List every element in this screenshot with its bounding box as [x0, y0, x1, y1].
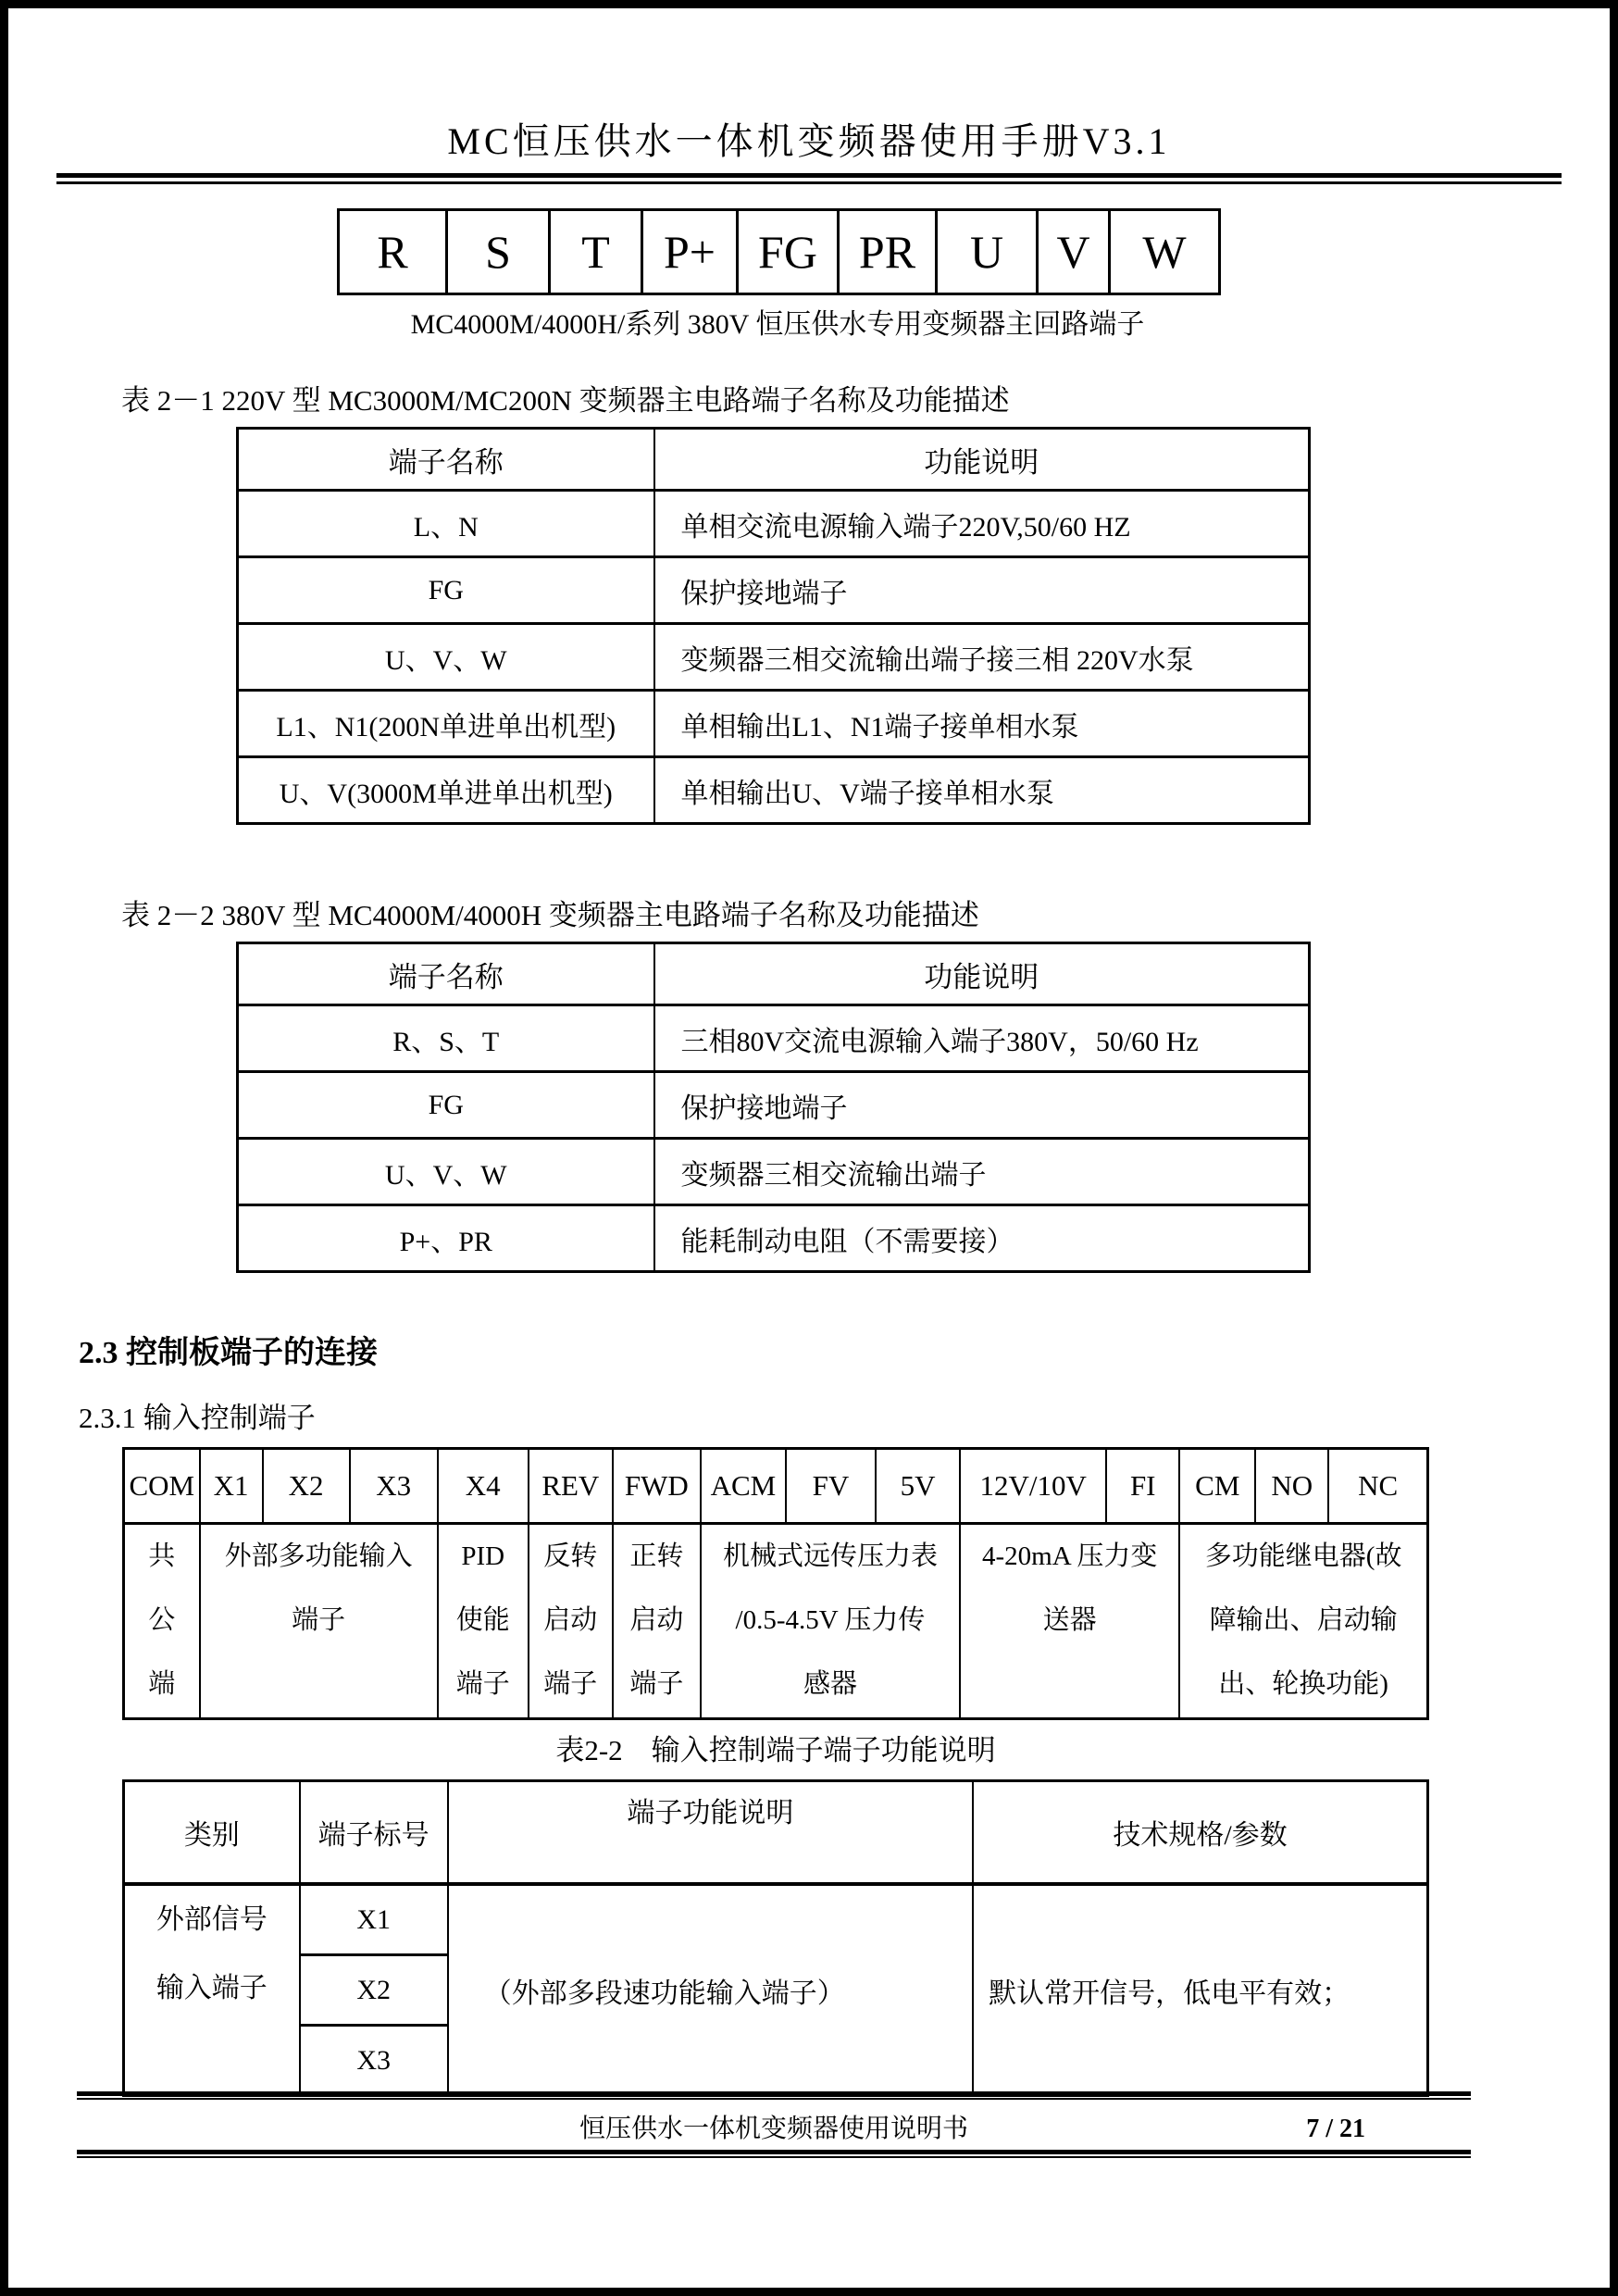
col-header-terminal-label: 端子标号 [300, 1781, 448, 1885]
function-cell: 单相交流电源输入端子220V,50/60 HZ [654, 491, 1310, 557]
function-cell: 单相输出L1、N1端子接单相水泵 [654, 691, 1310, 757]
ctrl-terminal-acm: ACM [701, 1449, 786, 1524]
function-cell: 三相80V交流电源输入端子380V，50/60 Hz [654, 1005, 1310, 1072]
desc-multifunction-relay: 多功能继电器(故 障输出、启动输 出、轮换功能) [1179, 1524, 1427, 1719]
terminal-cell-u: U [937, 210, 1038, 294]
terminal-name-cell: L1、N1(200N单进单出机型) [238, 691, 654, 757]
ctrl-terminal-5v: 5V [876, 1449, 960, 1524]
col-header-category: 类别 [124, 1781, 300, 1885]
ctrl-terminal-com: COM [124, 1449, 200, 1524]
ctrl-terminal-12v10v: 12V/10V [960, 1449, 1106, 1524]
doc-title: MC恒压供水一体机变频器使用手册V3.1 [447, 120, 1171, 162]
terminal-name-cell: FG [238, 557, 654, 624]
ctrl-terminal-x2: X2 [263, 1449, 350, 1524]
table-2-2-header-row [238, 943, 1310, 1005]
terminal-cell-r: R [339, 210, 447, 294]
terminal-label-x3: X3 [300, 2026, 448, 2096]
footer-text [77, 2113, 1471, 2146]
desc-pressure-gauge: 机械式远传压力表 /0.5-4.5V 压力传 感器 [701, 1524, 960, 1719]
col-header-terminal-name: 端子名称 [238, 429, 654, 491]
function-cell: 单相输出U、V端子接单相水泵 [654, 757, 1310, 824]
io-header-row [124, 1781, 1428, 1885]
terminal-cell-pr: PR [839, 210, 937, 294]
table-row [238, 1005, 1310, 1072]
function-cell: 保护接地端子 [654, 1072, 1310, 1139]
table-row [238, 1072, 1310, 1139]
page-number: 7 / 21 [1306, 2115, 1365, 2143]
header-rule [56, 173, 1562, 184]
desc-multifunction-input: 外部多功能输入 端子 [200, 1524, 438, 1719]
ctrl-terminal-cm: CM [1179, 1449, 1255, 1524]
col-header-function-desc: 端子功能说明 [448, 1781, 973, 1885]
table-2-1-header-row [238, 429, 1310, 491]
control-terminal-header-row [124, 1449, 1428, 1524]
table-2-2 [236, 942, 1311, 1273]
ctrl-terminal-fi: FI [1106, 1449, 1179, 1524]
control-terminal-table [122, 1447, 1429, 1720]
terminal-name-cell: R、S、T [238, 1005, 654, 1072]
table-2-2-title: 表 2－2 380V 型 MC4000M/4000H 变频器主电路端子名称及功能描述 [121, 899, 979, 931]
ctrl-terminal-fwd: FWD [613, 1449, 701, 1524]
io-table-caption: 表2-2 输入控制端子端子功能说明 [555, 1734, 996, 1766]
terminal-cell-pplus: P+ [642, 210, 738, 294]
col-header-terminal-name: 端子名称 [238, 943, 654, 1005]
ctrl-terminal-no: NO [1255, 1449, 1328, 1524]
table-row [238, 757, 1310, 824]
terminal-strip-row [339, 210, 1220, 294]
desc-pressure-transmitter: 4-20mA 压力变 送器 [960, 1524, 1179, 1719]
table-row [238, 1139, 1310, 1205]
ctrl-terminal-x3: X3 [350, 1449, 438, 1524]
terminal-cell-w: W [1110, 210, 1220, 294]
terminal-name-cell: U、V(3000M单进单出机型) [238, 757, 654, 824]
terminal-name-cell: L、N [238, 491, 654, 557]
terminal-cell-t: T [550, 210, 642, 294]
table-row [238, 691, 1310, 757]
desc-pid-enable: PID 使能 端子 [438, 1524, 529, 1719]
desc-common: 共 公 端 [124, 1524, 200, 1719]
control-terminal-desc-row [124, 1524, 1428, 1719]
footer-rule-top [77, 2091, 1471, 2100]
terminal-label-x2: X2 [300, 1955, 448, 2026]
desc-forward-start: 正转 启动 端子 [613, 1524, 701, 1719]
ctrl-terminal-rev: REV [529, 1449, 613, 1524]
desc-reverse-start: 反转 启动 端子 [529, 1524, 613, 1719]
table-2-1 [236, 427, 1311, 825]
function-desc-cell: （外部多段速功能输入端子） [448, 1884, 973, 2096]
section-heading-2-3-1: 2.3.1 输入控制端子 [79, 1402, 316, 1434]
spec-cell: 默认常开信号，低电平有效； [973, 1884, 1427, 2096]
terminal-cell-fg: FG [738, 210, 839, 294]
terminal-name-cell: U、V、W [238, 624, 654, 691]
terminal-cell-s: S [447, 210, 550, 294]
ctrl-terminal-x4: X4 [438, 1449, 529, 1524]
table-row [238, 491, 1310, 557]
table-row [238, 1205, 1310, 1272]
ctrl-terminal-fv: FV [786, 1449, 876, 1524]
function-cell: 变频器三相交流输出端子接三相 220V水泵 [654, 624, 1310, 691]
col-header-function: 功能说明 [654, 943, 1310, 1005]
footer-rule-bottom [77, 2150, 1471, 2158]
col-header-spec: 技术规格/参数 [973, 1781, 1427, 1885]
main-circuit-terminal-table [337, 208, 1221, 295]
terminal-label-x1: X1 [300, 1884, 448, 1955]
table-row [238, 557, 1310, 624]
function-cell: 保护接地端子 [654, 557, 1310, 624]
col-header-function: 功能说明 [654, 429, 1310, 491]
terminal-name-cell: FG [238, 1072, 654, 1139]
terminal-strip-caption: MC4000M/4000H/系列 380V 恒压供水专用变频器主回路端子 [410, 309, 1145, 340]
terminal-cell-v: V [1038, 210, 1110, 294]
table-2-1-title: 表 2－1 220V 型 MC3000M/MC200N 变频器主电路端子名称及功能描述 [121, 384, 1010, 417]
ctrl-terminal-x1: X1 [200, 1449, 263, 1524]
terminal-name-cell: U、V、W [238, 1139, 654, 1205]
terminal-name-cell: P+、PR [238, 1205, 654, 1272]
ctrl-terminal-nc: NC [1328, 1449, 1427, 1524]
function-cell: 变频器三相交流输出端子 [654, 1139, 1310, 1205]
section-heading-2-3: 2.3 控制板端子的连接 [79, 1336, 378, 1370]
footer-doc-title: 恒压供水一体机变频器使用说明书 [579, 2115, 968, 2143]
io-row-x1 [124, 1884, 1428, 1955]
table-row [238, 624, 1310, 691]
page-footer [77, 2091, 1471, 2158]
input-terminal-function-table [122, 1779, 1429, 2097]
category-cell: 外部信号 输入端子 [124, 1884, 300, 2096]
function-cell: 能耗制动电阻（不需要接） [654, 1205, 1310, 1272]
